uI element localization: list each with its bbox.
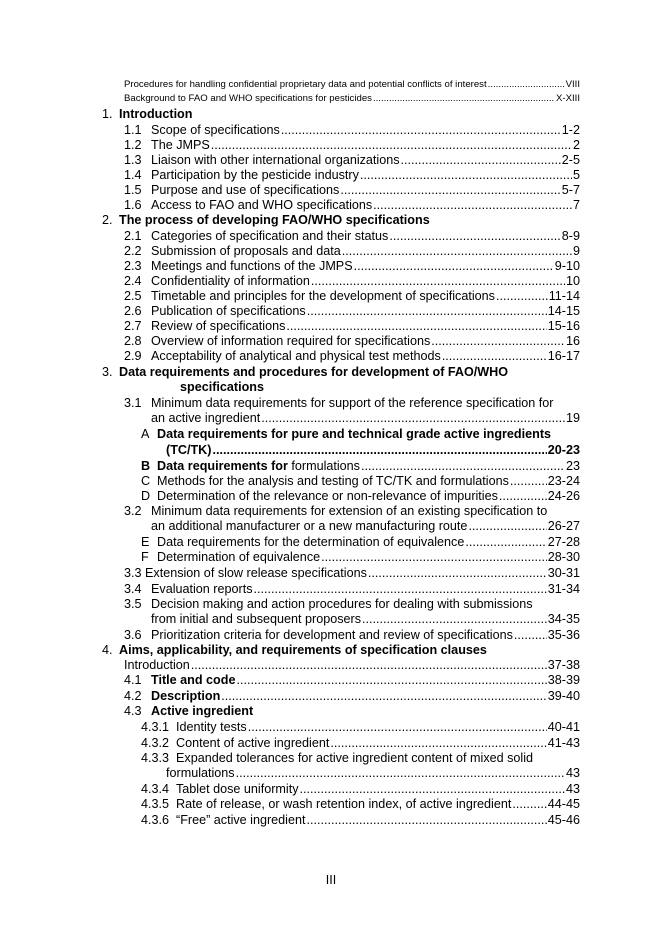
toc-entry-title: Rate of release, or wash retention index, of active ingredient <box>176 797 512 811</box>
section-number: 3.1 <box>124 396 142 410</box>
toc-entry[interactable] <box>124 182 580 198</box>
toc-entry[interactable] <box>124 258 580 274</box>
leader-dots <box>191 657 547 673</box>
toc-page-number: 1-2 <box>561 123 580 137</box>
leader-dots <box>254 581 547 597</box>
leader-dots <box>368 565 547 581</box>
toc-page-number: 23 <box>565 459 580 473</box>
toc-entry-title: Methods for the analysis and testing of TC/TK and formulations <box>157 474 509 488</box>
subsection-letter: F <box>141 550 149 564</box>
toc-entry[interactable] <box>124 318 580 334</box>
subsection-letter: A <box>141 427 150 441</box>
toc-entry[interactable] <box>151 410 580 426</box>
leader-dots <box>300 781 565 797</box>
chapter-title[interactable]: Aims, applicability, and requirements of specification clauses <box>119 643 487 657</box>
leader-dots <box>488 79 565 91</box>
toc-page-number: 34-35 <box>547 612 580 626</box>
toc-page-number: 43 <box>565 766 580 780</box>
leader-dots <box>330 735 546 751</box>
leader-dots <box>362 611 547 627</box>
toc-page-number: 11-14 <box>548 289 580 303</box>
toc-entry[interactable] <box>141 812 580 828</box>
toc-entry[interactable] <box>124 657 580 673</box>
section-number: 2.2 <box>124 244 142 258</box>
leader-dots <box>512 796 546 812</box>
toc-entry[interactable] <box>151 518 580 534</box>
toc-page-number: X-XIII <box>556 93 580 104</box>
leader-dots <box>236 672 546 688</box>
toc-page-number: 31-34 <box>547 582 580 596</box>
toc-page-number: VIII <box>565 79 580 90</box>
toc-entry-title: Procedures for handling confidential proprietary data and potential conflicts of interest <box>124 79 487 90</box>
toc-entry[interactable] <box>124 167 580 183</box>
section-number: 2.8 <box>124 334 142 348</box>
toc-entry-title[interactable]: Expanded tolerances for active ingredient content of mixed solid <box>176 751 534 765</box>
subsection-letter: E <box>141 535 150 549</box>
leader-dots <box>361 458 565 474</box>
leader-dots <box>212 442 546 458</box>
section-number: 1.1 <box>124 123 142 137</box>
toc-entry[interactable] <box>124 122 580 138</box>
leader-dots <box>307 303 547 319</box>
leader-dots <box>373 93 555 105</box>
toc-entry-title: Background to FAO and WHO specifications for pesticides <box>124 93 372 104</box>
toc-entry-title-continued: formulations <box>166 766 235 780</box>
leader-dots <box>321 549 547 565</box>
leader-dots <box>221 688 547 704</box>
toc-entry[interactable] <box>124 688 580 704</box>
toc-entry-title: Confidentiality of information <box>151 274 310 288</box>
section-number: 1.4 <box>124 168 142 182</box>
leader-dots <box>373 197 572 213</box>
section-number: 3.5 <box>124 597 142 611</box>
toc-page-number: 10 <box>565 274 580 288</box>
toc-page-number: 44-45 <box>547 797 580 811</box>
leader-dots <box>360 167 572 183</box>
toc-page-number: 2-5 <box>561 153 580 167</box>
toc-entry-title: Categories of specification and their status <box>151 229 389 243</box>
toc-entry-title: Description <box>151 689 221 703</box>
toc-entry[interactable] <box>166 765 580 781</box>
chapter-number: 1. <box>102 107 113 121</box>
toc-entry-title: Timetable and principles for the development of specifications <box>151 289 495 303</box>
toc-page-number: 27-28 <box>547 535 580 549</box>
toc-entry-title-continued: (TC/TK) <box>166 443 212 457</box>
toc-entry[interactable] <box>124 93 580 105</box>
toc-entry-title-continued: an additional manufacturer or a new manufacturing route <box>151 519 468 533</box>
leader-dots <box>248 719 547 735</box>
section-number: 4.3.2 <box>141 736 170 750</box>
toc-entry[interactable] <box>141 534 580 550</box>
toc-entry[interactable] <box>141 735 580 751</box>
leader-dots <box>389 228 560 244</box>
toc-page-number: 43 <box>565 782 580 796</box>
leader-dots <box>211 137 572 153</box>
leader-dots <box>261 410 565 426</box>
toc-entry-title[interactable]: Decision making and action procedures for dealing with submissions <box>151 597 533 611</box>
section-title[interactable]: Active ingredient <box>151 704 254 718</box>
subsection-letter: B <box>141 459 151 473</box>
toc-page-number: 28-30 <box>547 550 580 564</box>
toc-page-number: 8-9 <box>561 229 580 243</box>
section-number: 2.3 <box>124 259 142 273</box>
section-number: 3.2 <box>124 504 142 518</box>
toc-entry-title: Participation by the pesticide industry <box>151 168 359 182</box>
leader-dots <box>401 152 561 168</box>
toc-page-number: 16 <box>565 334 580 348</box>
toc-page-number: 24-26 <box>547 489 580 503</box>
toc-entry[interactable] <box>141 781 580 797</box>
toc-page-number: 26-27 <box>547 519 580 533</box>
toc-page-number: 14-15 <box>547 304 580 318</box>
section-number: 1.6 <box>124 198 142 212</box>
toc-entry[interactable] <box>124 288 580 304</box>
toc-entry[interactable] <box>124 273 580 289</box>
section-number: 2.7 <box>124 319 142 333</box>
section-number: 4.2 <box>124 689 142 703</box>
toc-entry-title: Purpose and use of specifications <box>151 183 340 197</box>
section-number: 4.1 <box>124 673 142 687</box>
toc-entry-title: 3.3 Extension of slow release specifications <box>124 566 367 580</box>
toc-entry[interactable] <box>141 796 580 812</box>
toc-entry-title[interactable]: Data requirements for pure and technical grade active ingredients <box>157 427 552 441</box>
leader-dots <box>236 765 565 781</box>
toc-page-number: 19 <box>565 411 580 425</box>
leader-dots <box>465 534 546 550</box>
toc-page-number: 5-7 <box>561 183 580 197</box>
toc-entry-title: Data requirements for <box>157 459 288 473</box>
section-number: 1.2 <box>124 138 142 152</box>
toc-page-number: 35-36 <box>547 628 580 642</box>
section-number: 3.4 <box>124 582 142 596</box>
toc-entry[interactable] <box>124 672 580 688</box>
toc-entry-title: Access to FAO and WHO specifications <box>151 198 373 212</box>
toc-entry-title: Identity tests <box>176 720 247 734</box>
toc-entry-title: Determination of the relevance or non-relevance of impurities <box>157 489 498 503</box>
page-number: III <box>325 873 337 887</box>
leader-dots <box>431 333 565 349</box>
toc-entry-title: Data requirements for the determination of equivalence <box>157 535 465 549</box>
toc-entry-title: Overview of information required for specifications <box>151 334 431 348</box>
toc-entry[interactable] <box>124 79 580 91</box>
leader-dots <box>311 273 565 289</box>
toc-entry-title-continued: an active ingredient <box>151 411 261 425</box>
toc-entry[interactable] <box>141 549 580 565</box>
leader-dots <box>442 348 547 364</box>
toc-entry[interactable] <box>141 488 580 504</box>
section-number: 4.3.1 <box>141 720 170 734</box>
toc-entry[interactable] <box>124 197 580 213</box>
toc-entry[interactable] <box>124 243 580 259</box>
section-number: 1.3 <box>124 153 142 167</box>
toc-entry-title: Tablet dose uniformity <box>176 782 299 796</box>
toc-page-number: 39-40 <box>547 689 580 703</box>
toc-page-number: 23-24 <box>547 474 580 488</box>
toc-page-number: 20-23 <box>547 443 580 457</box>
toc-entry-title: Meetings and functions of the JMPS <box>151 259 353 273</box>
toc-entry[interactable] <box>141 458 580 474</box>
section-number: 2.6 <box>124 304 142 318</box>
toc-page-number: 41-43 <box>547 736 580 750</box>
leader-dots <box>340 182 560 198</box>
chapter-number: 2. <box>102 213 113 227</box>
toc-entry-title: Prioritization criteria for development and review of specifications <box>151 628 513 642</box>
toc-page-number: 30-31 <box>547 566 580 580</box>
leader-dots <box>468 518 546 534</box>
toc-entry-title: The JMPS <box>151 138 210 152</box>
subsection-letter: C <box>141 474 151 488</box>
toc-entry[interactable] <box>124 137 580 153</box>
toc-entry[interactable] <box>124 228 580 244</box>
leader-dots <box>496 288 548 304</box>
toc-entry[interactable] <box>151 611 580 627</box>
chapter-title[interactable]: Data requirements and procedures for development of FAO/WHO <box>119 365 509 379</box>
toc-entry[interactable] <box>141 473 580 489</box>
toc-entry[interactable] <box>124 627 580 643</box>
leader-dots <box>510 473 547 489</box>
chapter-number: 4. <box>102 643 113 657</box>
toc-page-number: 38-39 <box>547 673 580 687</box>
leader-dots <box>286 318 546 334</box>
leader-dots <box>499 488 547 504</box>
toc-entry-title: Content of active ingredient <box>176 736 330 750</box>
toc-entry[interactable] <box>124 348 580 364</box>
section-number: 4.3.4 <box>141 782 170 796</box>
toc-page-number: 40-41 <box>547 720 580 734</box>
toc-entry-title: Review of specifications <box>151 319 286 333</box>
toc-page-number: 15-16 <box>547 319 580 333</box>
section-number: 4.3.3 <box>141 751 170 765</box>
toc-entry-title-continued: from initial and subsequent proposers <box>151 612 362 626</box>
section-number: 1.5 <box>124 183 142 197</box>
toc-page-number: 16-17 <box>547 349 580 363</box>
chapter-number: 3. <box>102 365 113 379</box>
toc-page-number: 9-10 <box>554 259 580 273</box>
subsection-letter: D <box>141 489 151 503</box>
section-number: 2.1 <box>124 229 142 243</box>
leader-dots <box>342 243 572 259</box>
chapter-title[interactable]: Introduction <box>119 107 193 121</box>
toc-entry-title: Submission of proposals and data <box>151 244 341 258</box>
toc-entry[interactable] <box>124 565 580 581</box>
toc-entry[interactable] <box>124 581 580 597</box>
leader-dots <box>307 812 547 828</box>
toc-entry-title: Introduction <box>124 658 190 672</box>
toc-entry-title: Acceptability of analytical and physical test methods <box>151 349 441 363</box>
chapter-title-continued: specifications <box>180 380 264 394</box>
section-number: 2.9 <box>124 349 142 363</box>
toc-entry[interactable] <box>124 152 580 168</box>
toc-entry-title-rest: formulations <box>291 459 360 473</box>
toc-entry[interactable] <box>166 442 580 458</box>
toc-entry-title: Evaluation reports <box>151 582 253 596</box>
section-number: 2.4 <box>124 274 142 288</box>
toc-page-number: 2 <box>572 138 580 152</box>
chapter-title[interactable]: The process of developing FAO/WHO specifications <box>119 213 430 227</box>
toc-entry-title: Liaison with other international organizations <box>151 153 400 167</box>
toc-entry-title[interactable]: Minimum data requirements for support of the reference specification for <box>151 396 554 410</box>
toc-entry[interactable] <box>141 719 580 735</box>
section-number: 2.5 <box>124 289 142 303</box>
toc-entry[interactable] <box>124 333 580 349</box>
toc-page-number: 45-46 <box>547 813 580 827</box>
section-number: 3.6 <box>124 628 142 642</box>
toc-entry-title: Publication of specifications <box>151 304 306 318</box>
section-number: 4.3.6 <box>141 813 170 827</box>
toc-entry[interactable] <box>124 303 580 319</box>
toc-entry-title: Determination of equivalence <box>157 550 321 564</box>
toc-page-number: 37-38 <box>547 658 580 672</box>
toc-entry-title[interactable]: Minimum data requirements for extension of an existing specification to <box>151 504 548 518</box>
leader-dots <box>514 627 547 643</box>
section-number: 4.3 <box>124 704 142 718</box>
toc-page-number: 7 <box>572 198 580 212</box>
toc-entry-title: Scope of specifications <box>151 123 280 137</box>
toc-entry-title: Title and code <box>151 673 236 687</box>
toc-page-number: 5 <box>572 168 580 182</box>
section-number: 4.3.5 <box>141 797 170 811</box>
leader-dots <box>281 122 561 138</box>
toc-page-number: 9 <box>572 244 580 258</box>
leader-dots <box>354 258 554 274</box>
toc-entry-title: “Free” active ingredient <box>176 813 306 827</box>
